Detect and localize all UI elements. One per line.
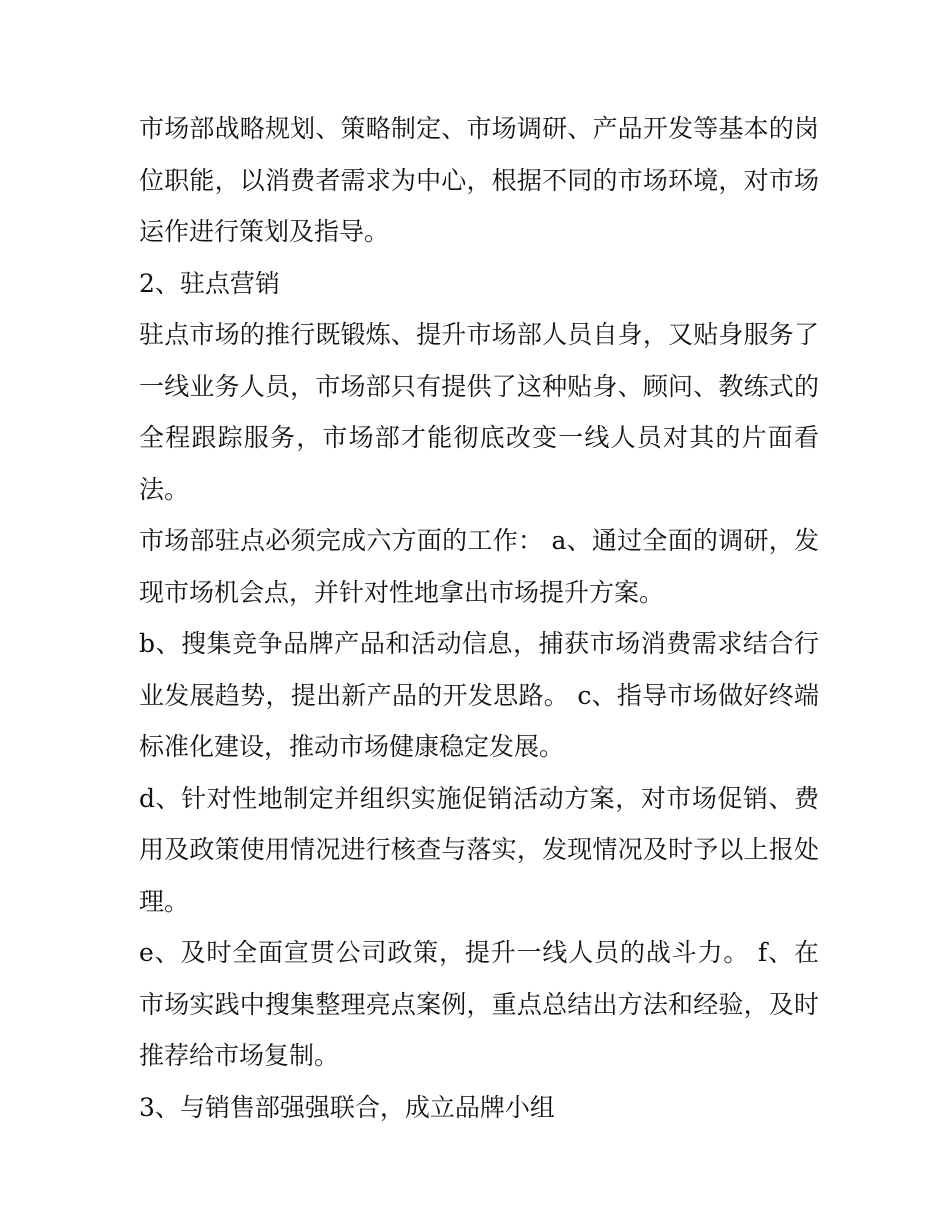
heading-stationed-marketing: 2、驻点营销	[139, 268, 280, 298]
document-body	[139, 103, 819, 1133]
heading-brand-team: 3、与销售部强强联合，成立品牌小组	[139, 1092, 555, 1122]
paragraph-six-tasks-a: 市场部驻点必须完成六方面的工作： a、通过全面的调研，发现市场机会点，并针对性地拿出市场提升方案。	[139, 526, 819, 607]
paragraph-stationed-market: 驻点市场的推行既锻炼、提升市场部人员自身，又贴身服务了一线业务人员，市场部只有提供了这种贴身、顾问、教练式的全程跟踪服务，市场部才能彻底改变一线人员对其的片面看法。	[139, 320, 819, 504]
paragraph-task-d: d、针对性地制定并组织实施促销活动方案，对市场促销、费用及政策使用情况进行核查与落实，发现情况及时予以上报处理。	[139, 783, 819, 916]
paragraph-market-functions: 市场部战略规划、策略制定、市场调研、产品开发等基本的岗位职能，以消费者需求为中心，根据不同的市场环境，对市场运作进行策划及指导。	[139, 114, 819, 246]
paragraph-tasks-b-c: b、搜集竞争品牌产品和活动信息，捕获市场消费需求结合行业发展趋势，提出新产品的开发思路。 c、指导市场做好终端标准化建设，推动市场健康稳定发展。	[139, 629, 819, 761]
paragraph-tasks-e-f: e、及时全面宣贯公司政策，提升一线人员的战斗力。 f、在市场实践中搜集整理亮点案例，重点总结出方法和经验，及时推荐给市场复制。	[139, 938, 819, 1070]
